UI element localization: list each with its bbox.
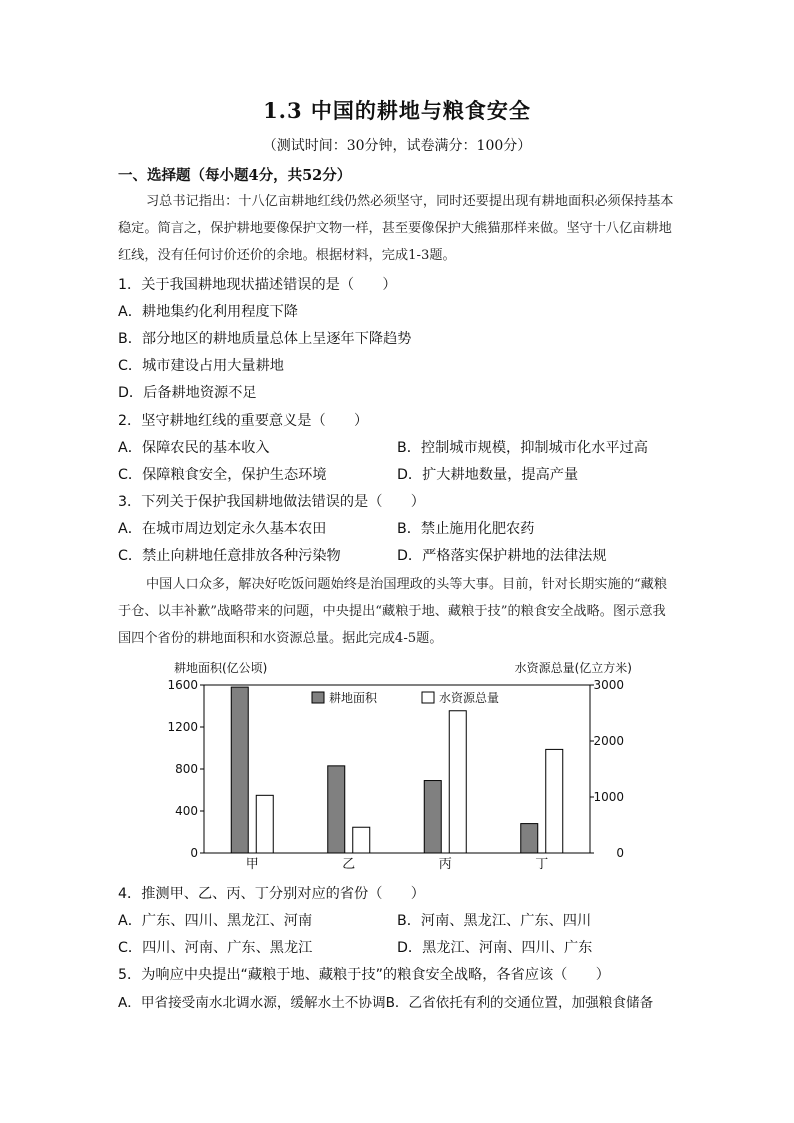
bar-water-1 [256,795,273,853]
question-5-stem: 5．为响应中央提出“藏粮于地、藏粮于技”的粮食安全战略，各省应该（ ） [118,967,610,983]
bar-water-3 [449,711,466,853]
material-paragraph-2: 中国人口众多，解决好吃饭问题始终是治国理政的头等大事。目前，针对长期实施的“藏粮于仓、以丰补歉”战略带来的问题，中央提出“藏粮于地、藏粮于技”的粮食安全战略。图示意我国四个省份的耕地面积和水资源总量。据此完成4-5题。 [118,577,668,646]
question-1-option-a: A．耕地集约化利用程度下降 [118,304,298,320]
question-4-option-d: D．黑龙江、河南、四川、广东 [397,940,593,956]
y-right-tick-label: 3000 [593,678,624,692]
y-axis-right-label: 水资源总量(亿立方米) [514,661,632,675]
material-paragraph-1: 习总书记指出：十八亿亩耕地红线仍然必须坚守，同时还要提出现有耕地面积必须保持基本稳定。简言之，保护耕地要像保护文物一样，甚至要像保护大熊猫那样来做。坚守十八亿亩耕地红线，没有任何讨价还价的余地。根据材料，完成1-3题。 [118,194,674,263]
question-3-option-a: A．在城市周边划定永久基本农田 [118,521,327,537]
bar-cropland-4 [521,824,538,853]
y-left-tick-label: 800 [175,762,198,776]
question-4-option-b: B．河南、黑龙江、广东、四川 [397,913,592,929]
question-2-option-c: C．保障粮食安全，保护生态环境 [118,467,327,483]
legend-label-cropland: 耕地面积 [329,691,378,705]
y-left-tick-label: 0 [190,846,198,860]
x-tick-label: 乙 [342,857,356,872]
question-4-option-a: A．广东、四川、黑龙江、河南 [118,913,313,929]
question-2-option-a: A．保障农民的基本收入 [118,440,270,456]
section-heading: 一、选择题（每小题4分，共52分） [118,167,352,184]
y-left-tick-label: 400 [175,804,198,818]
test-info: （测试时间：30分钟，试卷满分：100分） [262,138,532,154]
question-4-option-c: C．四川、河南、广东、黑龙江 [118,940,313,956]
x-tick-label: 丙 [438,857,452,872]
question-3-option-d: D．严格落实保护耕地的法律法规 [397,548,607,564]
question-5-options-ab: A．甲省接受南水北调水源，缓解水土不协调B．乙省依托有利的交通位置，加强粮食储备 [118,995,654,1011]
question-2-stem: 2．坚守耕地红线的重要意义是（ ） [118,413,369,429]
question-1-option-d: D．后备耕地资源不足 [118,385,257,401]
y-left-tick-label: 1600 [167,678,198,692]
x-tick-label: 丁 [535,857,549,872]
question-1-stem: 1．关于我国耕地现状描述错误的是（ ） [118,277,397,293]
question-3-option-c: C．禁止向耕地任意排放各种污染物 [118,548,341,564]
bar-water-2 [353,827,370,853]
y-right-tick-label: 1000 [593,790,624,804]
bar-cropland-1 [231,687,248,853]
legend-label-water: 水资源总量 [439,691,500,705]
question-1-option-c: C．城市建设占用大量耕地 [118,358,284,374]
bar-chart [160,655,660,875]
question-3-option-b: B．禁止施用化肥农药 [397,521,535,537]
x-tick-label: 甲 [245,857,259,872]
y-axis-left-label: 耕地面积(亿公顷) [174,661,268,675]
page-title: 1.3 中国的耕地与粮食安全 [263,98,531,123]
y-left-tick-label: 1200 [167,720,198,734]
question-2-option-d: D．扩大耕地数量，提高产量 [397,467,579,483]
question-1-option-b: B．部分地区的耕地质量总体上呈逐年下降趋势 [118,331,412,347]
y-right-tick-label: 0 [616,846,624,860]
bar-water-4 [546,749,563,853]
question-2-option-b: B．控制城市规模，抑制城市化水平过高 [397,440,648,456]
legend-swatch-water [422,692,434,703]
bar-cropland-3 [424,781,441,853]
question-4-stem: 4．推测甲、乙、丙、丁分别对应的省份（ ） [118,886,425,902]
question-3-stem: 3．下列关于保护我国耕地做法错误的是（ ） [118,494,425,510]
legend-swatch-cropland [312,692,324,703]
y-right-tick-label: 2000 [593,734,624,748]
bar-cropland-2 [328,766,345,853]
